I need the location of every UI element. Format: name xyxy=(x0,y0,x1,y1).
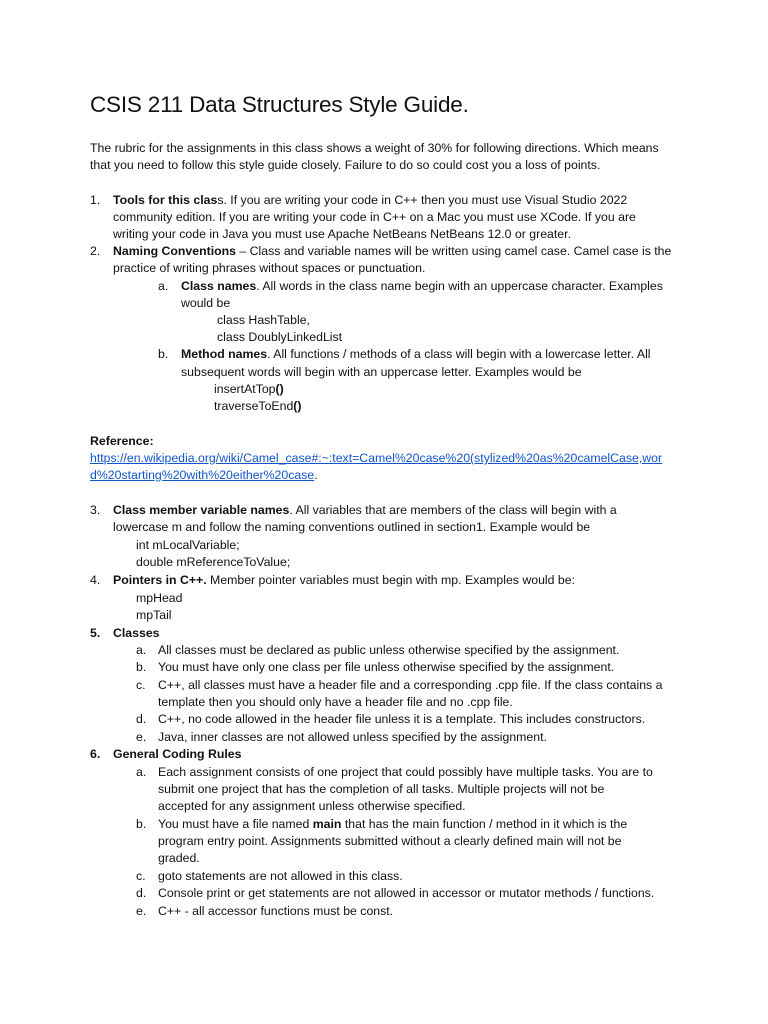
sub-letter: c. xyxy=(136,678,146,692)
list-item-tools xyxy=(113,192,627,209)
item-text: practice of writing phrases without spaces or punctuation. xyxy=(113,261,426,275)
sub-letter: a. xyxy=(158,279,169,293)
sub-letter: a. xyxy=(136,765,147,779)
reference-link-cont[interactable]: d%20starting%20with%20either%20case. xyxy=(90,468,318,482)
sub-text: You must have only one class per file unless otherwise specified by the assignment. xyxy=(158,660,615,674)
example-code: int mLocalVariable; xyxy=(136,538,240,552)
sub-text: program entry point. Assignments submitted without a clearly defined main will not be xyxy=(158,834,622,848)
list-item-pointers xyxy=(113,572,575,589)
sub-text: submit one project that has the completion of all tasks. Multiple projects will not be xyxy=(158,782,605,796)
sub-text: You must have a file named main that has the main function / method in it which is the xyxy=(158,817,628,831)
sub-heading: Class names xyxy=(181,279,257,293)
list-number: 4. xyxy=(90,573,101,587)
sub-text: accepted for any assignment unless otherwise specified. xyxy=(158,799,466,813)
sub-letter: b. xyxy=(136,660,147,674)
sub-text: . All words in the class name begin with an uppercase character. Examples xyxy=(256,279,663,293)
item-text: s. If you are writing your code in C++ then you must use Visual Studio 2022 xyxy=(217,193,628,207)
sub-text: template then you should only have a header file and no .cpp file. xyxy=(158,695,513,709)
sub-letter: c. xyxy=(136,869,146,883)
sub-letter: e. xyxy=(136,730,147,744)
intro-line: that you need to follow this style guide closely. Failure to do so could cost you a loss of points. xyxy=(90,158,601,172)
sub-text: subsequent words will begin with an uppercase letter. Examples would be xyxy=(181,365,582,379)
sub-letter: e. xyxy=(136,904,147,918)
item-heading: Pointers in C++. xyxy=(113,573,207,587)
item-text: Member pointer variables must begin with mp. Examples would be: xyxy=(206,573,576,587)
list-item-classes: Classes xyxy=(113,626,160,640)
sub-text: C++, all classes must have a header file and a corresponding .cpp file. If the class contains a xyxy=(158,678,663,692)
item-text: – Class and variable names will be written using camel case. Camel case is the xyxy=(235,244,672,258)
list-number: 1. xyxy=(90,193,101,207)
sub-text: Each assignment consists of one project that could possibly have multiple tasks. You are to xyxy=(158,765,653,779)
list-item-naming xyxy=(113,243,671,260)
sub-text: graded. xyxy=(158,851,200,865)
sub-text: would be xyxy=(181,296,231,310)
sub-letter: b. xyxy=(136,817,147,831)
sub-letter: a. xyxy=(136,643,147,657)
sub-heading: Method names xyxy=(181,347,268,361)
sub-text: goto statements are not allowed in this class. xyxy=(158,869,403,883)
example-code: double mReferenceToValue; xyxy=(136,555,291,569)
list-item-general-rules: General Coding Rules xyxy=(113,747,242,761)
sub-text: . All functions / methods of a class will begin with a lowercase letter. All xyxy=(267,347,651,361)
example-code: mpHead xyxy=(136,591,183,605)
sub-text: C++ - all accessor functions must be const. xyxy=(158,904,394,918)
sub-item-method-names xyxy=(181,346,651,363)
reference-label: Reference: xyxy=(90,434,154,448)
sub-text: Java, inner classes are not allowed unless specified by the assignment. xyxy=(158,730,547,744)
sub-text: C++, no code allowed in the header file unless it is a template. This includes constructors. xyxy=(158,712,646,726)
list-number: 3. xyxy=(90,503,101,517)
example-code: class HashTable, xyxy=(217,313,310,327)
list-number: 6. xyxy=(90,747,101,761)
example-code: class DoublyLinkedList xyxy=(217,330,343,344)
sub-text: Console print or get statements are not allowed in accessor or mutator methods / functions. xyxy=(158,886,655,900)
sub-letter: b. xyxy=(158,347,169,361)
sub-letter: d. xyxy=(136,886,147,900)
sub-text: All classes must be declared as public unless otherwise specified by the assignment. xyxy=(158,643,620,657)
item-heading: Tools for this clas xyxy=(113,193,218,207)
item-text: writing your code in Java you must use Apache NetBeans NetBeans 12.0 or greater. xyxy=(113,227,571,241)
reference-link[interactable]: https://en.wikipedia.org/wiki/Camel_case#:~:text=Camel%20case%20(stylized%20as%20camelCase,wor xyxy=(90,451,663,465)
item-text: community edition. If you are writing your code in C++ on a Mac you must use XCode. If you are xyxy=(113,210,636,224)
item-heading: Naming Conventions xyxy=(113,244,236,258)
list-number: 2. xyxy=(90,244,101,258)
page-title: CSIS 211 Data Structures Style Guide. xyxy=(90,92,469,117)
list-item-member-vars xyxy=(113,502,617,519)
list-number: 5. xyxy=(90,626,101,640)
sub-letter: d. xyxy=(136,712,147,726)
item-text: lowercase m and follow the naming conventions outlined in section1. Example would be xyxy=(113,520,591,534)
item-text: . All variables that are members of the class will begin with a xyxy=(289,503,617,517)
example-code: traverseToEnd() xyxy=(214,399,302,413)
intro-line: The rubric for the assignments in this class shows a weight of 30% for following directions. Which means xyxy=(90,141,659,155)
example-code: insertAtTop() xyxy=(214,382,284,396)
item-heading: Class member variable names xyxy=(113,503,290,517)
sub-item-class-names xyxy=(181,278,663,295)
example-code: mpTail xyxy=(136,608,172,622)
